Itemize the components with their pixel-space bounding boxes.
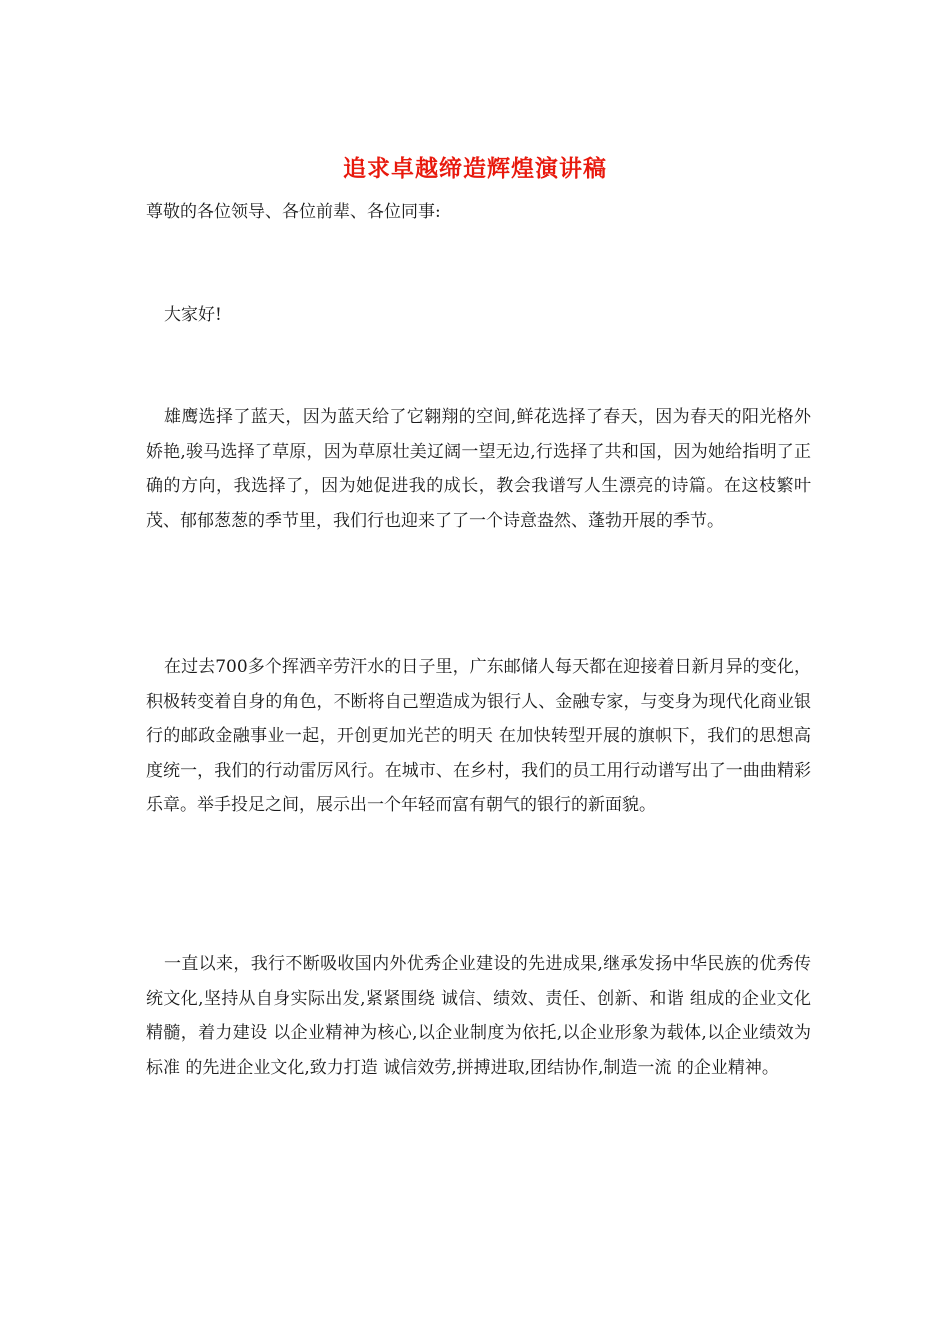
paragraph-1: 雄鹰选择了蓝天，因为蓝天给了它翱翔的空间,鲜花选择了春天，因为春天的阳光格外娇艳,骏马选择了草原，因为草原壮美辽阔一望无边,行选择了共和国，因为她给指明了正确的方向，我选择了，因为她促进我的成长，教会我谱写人生漂亮的诗篇。在这枝繁叶茂、郁郁葱葱的季节里，我们行也迎来了了一个诗意盎然、蓬勃开展的季节。 [146, 407, 811, 531]
paragraph-2: 在过去700多个挥洒辛劳汗水的日子里，广东邮储人每天都在迎接着日新月异的变化，积极转变着自身的角色，不断将自己塑造成为银行人、金融专家，与变身为现代化商业银行的邮政金融事业一起，开创更加光芒的明天 在加快转型开展的旗帜下，我们的思想高度统一，我们的行动雷厉风行。在城市、在乡村，我们的员工用行动谱写出了一曲曲精彩乐章。举手投足之间，展示出一个年轻而富有朝气的银行的新面貌。 [146, 657, 811, 815]
paragraph-3: 一直以来，我行不断吸收国内外优秀企业建设的先进成果,继承发扬中华民族的优秀传统文化,坚持从自身实际出发,紧紧围绕 诚信、绩效、责任、创新、和谐 组成的企业文化精髓，着力建设 以企业精神为核心,以企业制度为依托,以企业形象为载体,以企业绩效为标准 的先进企业文化,致力打造 诚信效劳,拼搏进取,团结协作,制造一流 的企业精神。 [146, 954, 811, 1078]
document-title: 追求卓越缔造辉煌演讲稿 [343, 155, 607, 182]
greeting: 大家好! [164, 305, 222, 325]
salutation: 尊敬的各位领导、各位前辈、各位同事: [146, 202, 441, 222]
